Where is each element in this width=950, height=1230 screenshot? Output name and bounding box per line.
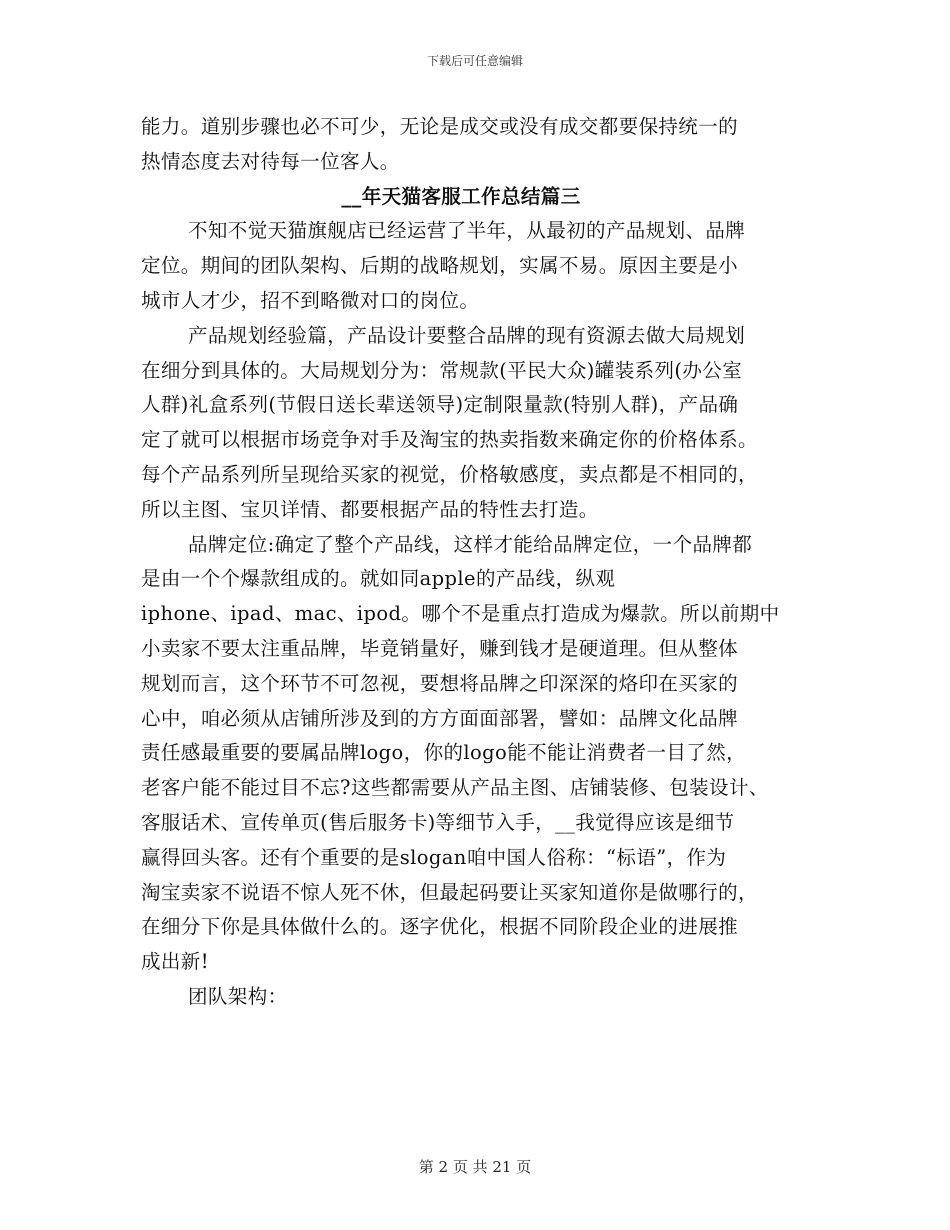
text-line: 热情态度去对待每一位客人。 — [141, 149, 400, 173]
document-body — [141, 110, 821, 1015]
text-line: 能力。道别步骤也必不可少，无论是成交或没有成交都要保持统一的 — [141, 115, 739, 138]
text-line: 人群)礼盒系列(节假日送长辈送领导)定制限量款(特别人群)，产品确 — [141, 393, 739, 417]
text-line: 城市人才少，招不到略微对口的岗位。 — [141, 288, 480, 312]
section-title: __年天猫客服工作总结篇三 — [341, 184, 581, 208]
text-line: 老客户能不能过目不忘?这些都需要从产品主图、店铺装修、包装设计、 — [141, 776, 769, 800]
text-line: 在细分到具体的。大局规划分为：常规款(平民大众)罐装系列(办公室 — [141, 358, 743, 382]
text-line: 赢得回头客。还有个重要的是slogan咱中国人俗称：“标语”，作为 — [141, 845, 727, 869]
text-line: 定位。期间的团队架构、后期的战略规划，实属不易。原因主要是小 — [141, 254, 739, 278]
paragraph-start: 产品规划经验篇，产品设计要整合品牌的现有资源去做大局规划 — [188, 323, 746, 347]
text-line: 所以主图、宝贝详情、都要根据产品的特性去打造。 — [141, 497, 599, 521]
paragraph-start: 不知不觉天猫旗舰店已经运营了半年，从最初的产品规划、品牌 — [188, 219, 746, 243]
text-line: 心中，咱必须从店铺所涉及到的方方面面部署，譬如：品牌文化品牌 — [141, 706, 739, 730]
text-line: 成出新! — [141, 950, 209, 974]
text-line: 是由一个个爆款组成的。就如同apple的产品线，纵观 — [141, 567, 616, 591]
paragraph-start: 团队架构： — [188, 984, 288, 1008]
text-line: 在细分下你是具体做什么的。逐字优化，根据不同阶段企业的进展推 — [141, 915, 739, 939]
page-header: 下载后可任意编辑 — [426, 54, 523, 68]
text-line: 客服话术、宣传单页(售后服务卡)等细节入手，__我觉得应该是细节 — [141, 810, 735, 834]
text-line: 小卖家不要太注重品牌，毕竟销量好，赚到钱才是硬道理。但从整体 — [141, 636, 739, 660]
text-line: 责任感最重要的要属品牌logo，你的logo能不能让消费者一目了然， — [141, 741, 746, 765]
paragraph-start: 品牌定位:确定了整个产品线，这样才能给品牌定位，一个品牌都 — [188, 532, 753, 556]
text-line: iphone、ipad、mac、ipod。哪个不是重点打造成为爆款。所以前期中 — [141, 602, 780, 626]
text-line: 定了就可以根据市场竞争对手及淘宝的热卖指数来确定你的价格体系。 — [141, 428, 758, 452]
text-line: 规划而言，这个环节不可忽视，要想将品牌之印深深的烙印在买家的 — [141, 671, 739, 695]
page-footer: 第 2 页 共 21 页 — [418, 1158, 532, 1176]
text-line: 淘宝卖家不说语不惊人死不休，但最起码要让买家知道你是做哪行的， — [141, 880, 758, 904]
text-line: 每个产品系列所呈现给买家的视觉，价格敏感度，卖点都是不相同的， — [141, 462, 758, 486]
